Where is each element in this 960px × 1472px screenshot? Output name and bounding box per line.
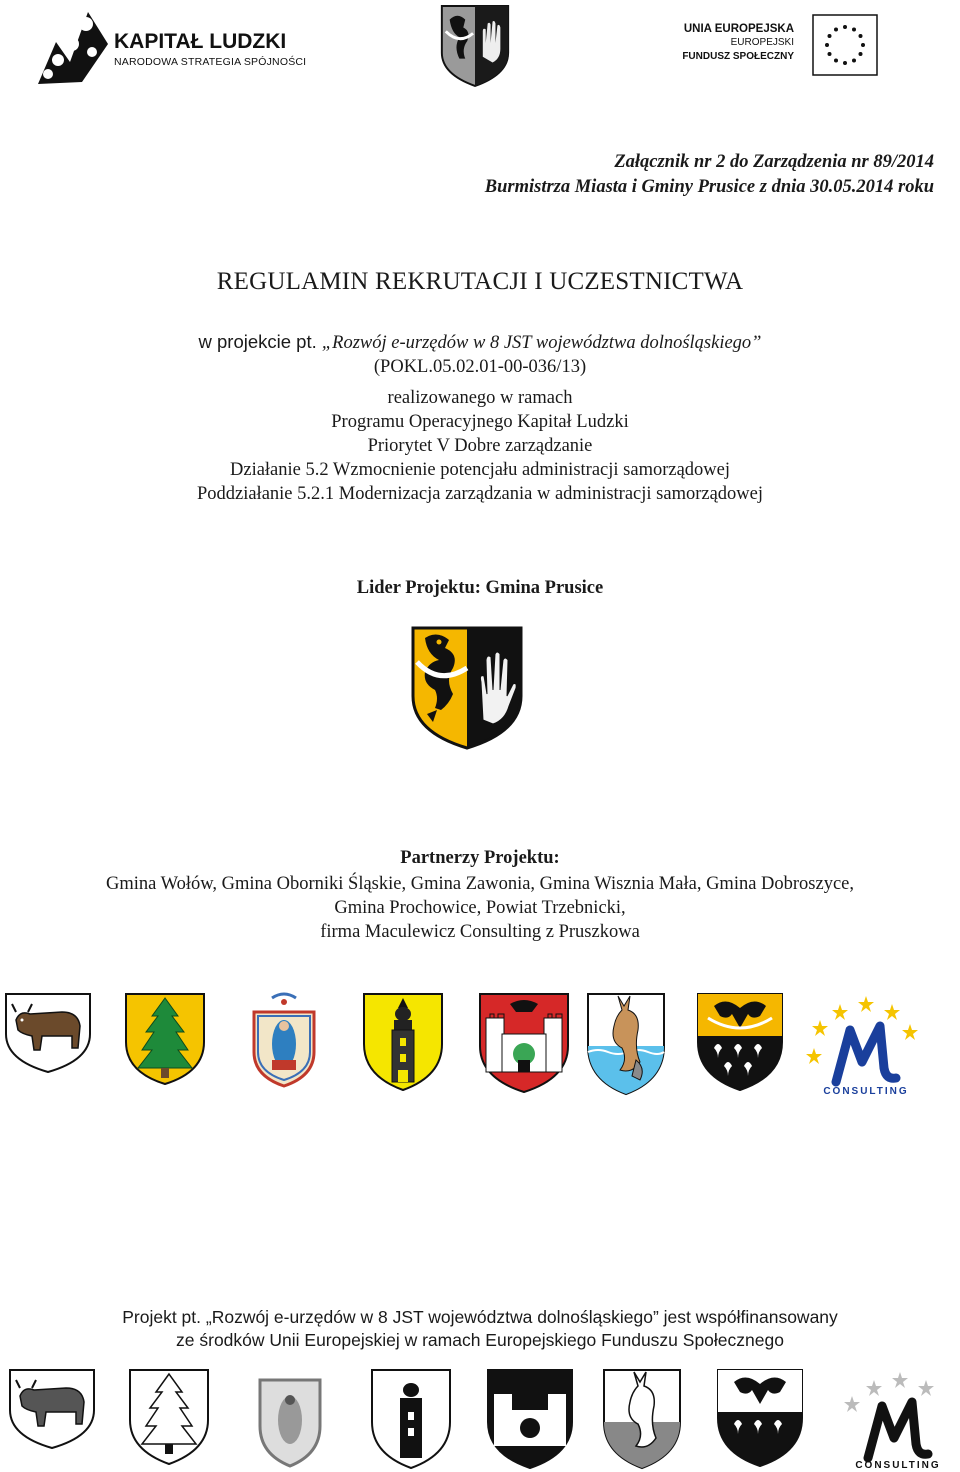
powiat-trzebnicki-crest-bw-icon — [714, 1366, 806, 1470]
project-description — [0, 386, 960, 506]
project-name: „Rozwój e-urzędów w 8 JST województwa dolnośląskiego” — [321, 333, 762, 353]
partner-crests-row — [0, 990, 960, 1100]
kapital-ludzki-title: KAPITAŁ LUDZKI — [114, 30, 287, 53]
zawonia-crest-bw-icon — [250, 1366, 330, 1470]
eu-line-1: UNIA EUROPEJSKA — [683, 23, 794, 35]
partners-line: Gmina Prochowice, Powiat Trzebnicki, — [334, 898, 626, 918]
prochowice-crest-icon — [584, 990, 668, 1096]
project-code: (POKL.05.02.01-00-036/13) — [373, 357, 587, 377]
project-line: Priorytet V Dobre zarządzanie — [367, 436, 593, 456]
oborniki-slaskie-crest-bw-icon — [126, 1366, 212, 1466]
annex-line-2: Burmistrza Miasta i Gminy Prusice z dnia 30.05.2014 roku — [484, 177, 934, 197]
maculewicz-consulting-logo — [800, 990, 930, 1102]
document-title: REGULAMIN REKRUTACJI I UCZESTNICTWA — [216, 268, 744, 295]
consulting-logo-text: CONSULTING — [823, 1086, 909, 1097]
wolow-crest-icon — [2, 990, 94, 1074]
funding-note — [0, 1306, 960, 1352]
kapital-ludzki-logo — [28, 4, 328, 88]
eu-line-3: FUNDUSZ SPOŁECZNY — [682, 51, 794, 62]
maculewicz-consulting-bw-logo — [830, 1366, 960, 1472]
eu-line-2: EUROPEJSKI — [730, 37, 794, 48]
partners-line: firma Maculewicz Consulting z Pruszkowa — [320, 922, 640, 942]
partners-line: Gmina Wołów, Gmina Oborniki Śląskie, Gmina Zawonia, Gmina Wisznia Mała, Gmina Dobroszyce, — [105, 874, 855, 894]
prusice-coat-of-arms-icon — [409, 624, 525, 750]
partners-label: Partnerzy Projektu: — [400, 848, 560, 868]
partner-crests-bw-row — [0, 1366, 960, 1472]
dobroszyce-crest-bw-icon — [484, 1366, 576, 1470]
subtitle-prefix: w projekcie pt. — [198, 331, 322, 352]
wisznia-mala-crest-icon — [360, 990, 446, 1092]
project-leader: Lider Projektu: Gmina Prusice — [356, 578, 604, 598]
eu-flag-icon — [812, 14, 878, 76]
consulting-logo-text-bw: CONSULTING — [855, 1460, 941, 1471]
partners-list — [0, 872, 960, 944]
prusice-crest-small-icon — [436, 2, 514, 88]
wolow-crest-bw-icon — [6, 1366, 98, 1450]
zawonia-crest-icon — [244, 990, 324, 1090]
funding-line-2: ze środków Unii Europejskiej w ramach Europejskiego Funduszu Społecznego — [176, 1330, 784, 1350]
kapital-ludzki-subtitle: NARODOWA STRATEGIA SPÓJNOŚCI — [114, 56, 307, 68]
oborniki-slaskie-crest-icon — [122, 990, 208, 1086]
project-line: realizowanego w ramach — [387, 388, 573, 408]
powiat-trzebnicki-crest-icon — [694, 990, 786, 1092]
annex-note — [485, 150, 934, 200]
project-subtitle — [0, 330, 960, 379]
prochowice-crest-bw-icon — [600, 1366, 684, 1470]
annex-line-1: Załącznik nr 2 do Zarządzenia nr 89/2014 — [614, 152, 934, 172]
project-line: Działanie 5.2 Wzmocnienie potencjału administracji samorządowej — [230, 460, 730, 480]
eu-social-fund-logo — [660, 14, 878, 78]
wisznia-mala-crest-bw-icon — [368, 1366, 454, 1470]
project-line: Poddziałanie 5.2.1 Modernizacja zarządzania w administracji samorządowej — [196, 484, 764, 504]
project-line: Programu Operacyjnego Kapitał Ludzki — [331, 412, 629, 432]
dobroszyce-crest-icon — [476, 990, 572, 1094]
funding-line-1: Projekt pt. „Rozwój e-urzędów w 8 JST województwa dolnośląskiego” jest współfinansowany — [122, 1307, 838, 1327]
kapital-ludzki-emblem-icon — [28, 4, 112, 88]
